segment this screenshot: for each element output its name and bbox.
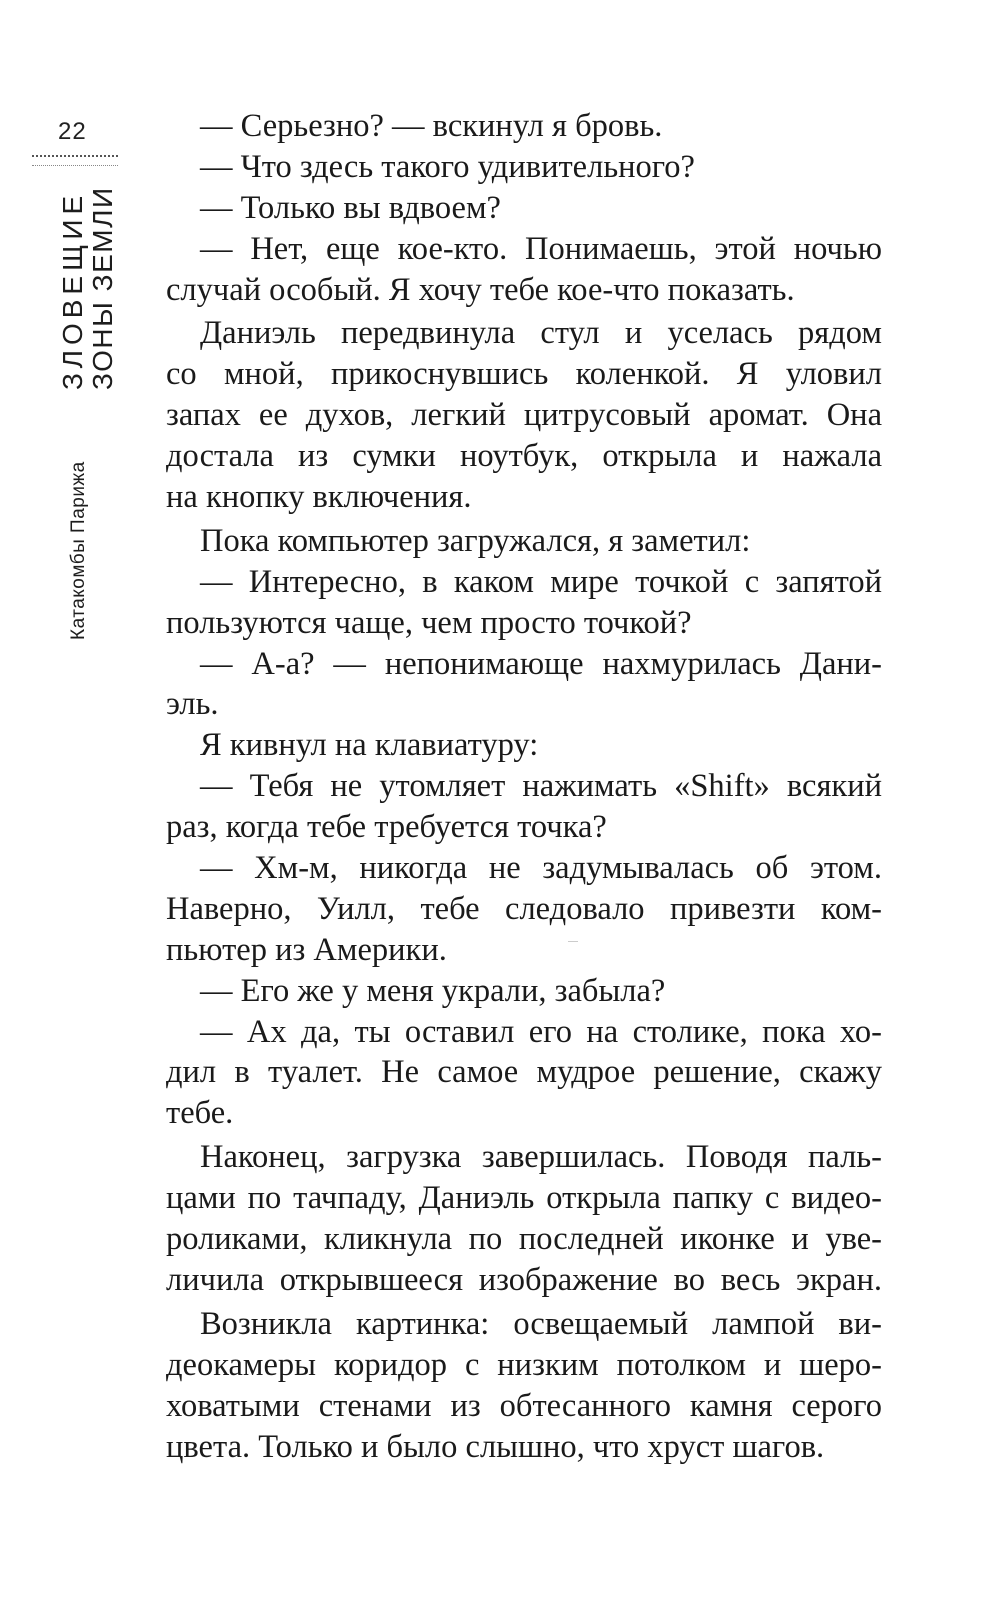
text-line: тебе. — [166, 1095, 234, 1132]
series-title-line-2: ЗОНЫ ЗЕМЛИ — [87, 186, 118, 390]
text-line: Пока компьютер загружался, я заметил: — [200, 522, 751, 559]
text-line: ховатыми стенами из обтесанного камня серого — [166, 1387, 882, 1424]
text-line: на кнопку включения. — [166, 479, 472, 516]
text-line: деокамеры коридор с низким потолком и шеро- — [166, 1346, 882, 1383]
text-line: со мной, прикоснувшись коленкой. Я уловил — [166, 356, 882, 393]
text-line: — Интересно, в каком мире точкой с запятой — [200, 563, 882, 600]
header-rule-bottom — [32, 165, 118, 166]
book-title: Катакомбы Парижа — [68, 461, 89, 640]
text-line: достала из сумки ноутбук, открыла и нажала — [166, 438, 882, 475]
print-speck — [568, 941, 578, 942]
text-line: личила открывшееся изображение во весь экран. — [166, 1261, 882, 1298]
text-line: — Только вы вдвоем? — [200, 189, 501, 226]
body-text — [166, 106, 882, 1467]
text-line: — Тебя не утомляет нажимать «Shift» всякий — [200, 768, 882, 805]
text-line: роликами, кликнула по последней иконке и уве- — [166, 1221, 882, 1258]
text-line: раз, когда тебе требуется точка? — [166, 809, 607, 846]
text-line: — Ах да, ты оставил его на столике, пока хо- — [200, 1013, 882, 1050]
text-line: цами по тачпаду, Даниэль открыла папку с видео- — [166, 1180, 882, 1217]
text-line: Наконец, загрузка завершилась. Поводя паль- — [200, 1139, 882, 1176]
text-line: пьютер из Америки. — [166, 931, 447, 968]
header-rule-top — [32, 155, 118, 157]
text-line: случай особый. Я хочу тебе кое-что показать. — [166, 271, 795, 308]
text-line: — Нет, еще кое-кто. Понимаешь, этой ночью — [200, 230, 882, 267]
text-line: запах ее духов, легкий цитрусовый аромат. Она — [166, 397, 882, 434]
text-line: пользуются чаще, чем просто точкой? — [166, 604, 692, 641]
text-line: Возникла картинка: освещаемый лампой ви- — [200, 1305, 882, 1342]
text-line: — Его же у меня украли, забыла? — [200, 972, 666, 1009]
text-line: дил в туалет. Не самое мудрое решение, скажу — [166, 1054, 882, 1091]
text-line: эль. — [166, 686, 219, 723]
page-number: 22 — [58, 118, 87, 145]
text-line: — А-а? — непонимающе нахмурилась Дани- — [200, 645, 882, 682]
text-line: — Серьезно? — вскинул я бровь. — [200, 108, 663, 144]
series-title-line-1: ЗЛОВЕЩИЕ — [57, 190, 88, 390]
text-line: Наверно, Уилл, тебе следовало привезти ком- — [166, 890, 882, 927]
text-line: Я кивнул на клавиатуру: — [200, 727, 539, 764]
text-line: — Хм-м, никогда не задумывалась об этом. — [200, 850, 882, 887]
text-line: — Что здесь такого удивительного? — [200, 148, 695, 185]
text-line: цвета. Только и было слышно, что хруст шагов. — [166, 1428, 825, 1465]
text-line: Даниэль передвинула стул и уселась рядом — [200, 315, 882, 352]
